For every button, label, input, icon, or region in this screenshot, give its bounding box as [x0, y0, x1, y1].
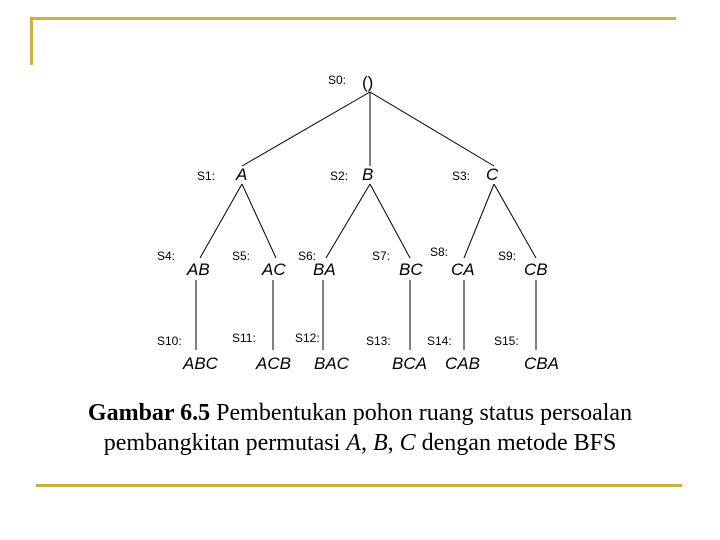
- edge-s1-s4: [200, 184, 242, 258]
- state-value-s11: ACB: [256, 354, 291, 373]
- state-label-s14: S14:: [427, 334, 452, 348]
- edge-s3-s9: [494, 184, 536, 258]
- state-value-s13: BCA: [392, 354, 427, 373]
- state-label-s1: S1:: [197, 169, 216, 183]
- state-value-s10: ABC: [183, 354, 218, 373]
- state-value-s6: BA: [313, 260, 336, 279]
- state-label-s7: S7:: [372, 249, 391, 263]
- caption-line-2-prefix: pembangkitan permutasi: [103, 430, 347, 456]
- state-value-s1: A: [236, 165, 248, 184]
- caption-var-c: C: [399, 430, 416, 456]
- state-label-s9: S9:: [498, 249, 517, 263]
- state-value-s3: C: [486, 165, 499, 184]
- state-label-s2: S2:: [330, 169, 349, 183]
- edge-s3-s8: [464, 184, 494, 258]
- state-value-s2: B: [362, 165, 374, 184]
- caption-var-a: A: [346, 430, 361, 456]
- state-label-s3: S3:: [452, 169, 471, 183]
- state-value-s5: AC: [262, 260, 286, 279]
- state-value-s8: CA: [451, 260, 475, 279]
- edge-s1-s5: [242, 184, 276, 258]
- frame-bottom-border: [36, 484, 682, 487]
- state-label-s6: S6:: [298, 249, 317, 263]
- state-label-s10: S10:: [157, 334, 182, 348]
- state-value-s15: CBA: [524, 354, 559, 373]
- state-label-s8: S8:: [430, 245, 449, 259]
- caption-sep-2: ,: [387, 430, 400, 456]
- edge-s2-s6: [326, 184, 370, 258]
- state-label-s5: S5:: [232, 249, 251, 263]
- state-value-s12: BAC: [314, 354, 349, 373]
- caption-line-2: [0, 428, 720, 458]
- state-label-s15: S15:: [494, 334, 519, 348]
- state-value-s7: BC: [399, 260, 423, 279]
- caption-var-b: B: [372, 430, 388, 456]
- caption-line-1-text: Pembentukan pohon ruang status persoalan: [210, 400, 633, 426]
- state-label-s4: S4:: [157, 249, 176, 263]
- state-value-s0: (): [362, 73, 374, 92]
- caption-sep-1: ,: [360, 430, 373, 456]
- edge-s2-s7: [370, 184, 410, 258]
- state-value-s14: CAB: [445, 354, 480, 373]
- caption-line-2-suffix: dengan metode BFS: [415, 430, 617, 456]
- state-label-s0: S0:: [328, 73, 347, 87]
- figure-caption: [0, 398, 720, 458]
- state-label-s11: S11:: [232, 331, 256, 345]
- figure-label: Gambar 6.5: [87, 400, 211, 426]
- caption-line-1: [0, 398, 720, 428]
- state-label-s13: S13:: [366, 334, 391, 348]
- edge-s0-s3: [370, 92, 494, 166]
- edge-s0-s1: [242, 92, 370, 166]
- state-value-s4: AB: [187, 260, 210, 279]
- state-label-s12: S12:: [295, 331, 320, 345]
- state-value-s9: CB: [524, 260, 548, 279]
